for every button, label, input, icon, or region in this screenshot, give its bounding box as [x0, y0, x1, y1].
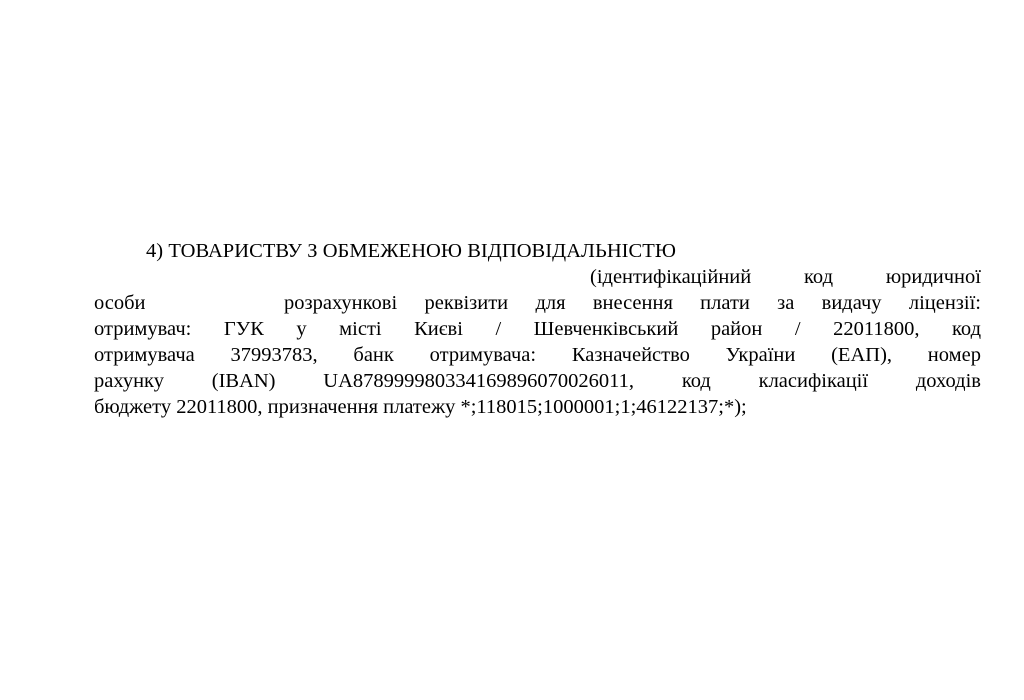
line4-word: України: [725, 344, 796, 366]
line3-word: Шевченківський: [533, 318, 679, 340]
line1-word: юридичної: [885, 266, 981, 288]
line5-word: рахунку: [94, 370, 164, 392]
line3-word: Києві: [414, 318, 463, 340]
line2-left-word: особи: [94, 292, 146, 314]
line4-word: номер: [927, 344, 981, 366]
paragraph-line-3: [94, 316, 981, 342]
line2-word: внесення: [592, 292, 673, 314]
paragraph-line-1: [590, 264, 981, 290]
line5-word: (IBAN): [211, 370, 276, 392]
line3-word: у: [296, 318, 307, 340]
line1-word: (ідентифікаційний: [590, 266, 752, 288]
line3-word: /: [495, 318, 502, 340]
line3-word: ГУК: [223, 318, 264, 340]
line1-word: код: [804, 266, 834, 288]
line3-word: район: [710, 318, 763, 340]
paragraph-line-6: бюджету 22011800, призначення платежу *;118015;1000001;1;46122137;*);: [94, 396, 747, 418]
line5-word: код: [681, 370, 711, 392]
line5-word: UA878999980334169896070026011,: [323, 370, 635, 392]
line2-word: для: [535, 292, 566, 314]
line2-word: плати: [700, 292, 750, 314]
line3-word: /: [794, 318, 801, 340]
line3-word: отримувач:: [94, 318, 192, 340]
line2-word: ліцензії:: [908, 292, 981, 314]
section-heading: 4) ТОВАРИСТВУ З ОБМЕЖЕНОЮ ВІДПОВІДАЛЬНІСТЮ: [146, 240, 676, 262]
line4-word: (ЕАП),: [831, 344, 893, 366]
paragraph-line-4: [94, 342, 981, 368]
line3-word: код: [951, 318, 981, 340]
line4-word: отримувача: [94, 344, 195, 366]
line2-word: реквізити: [424, 292, 509, 314]
line2-word: видачу: [821, 292, 882, 314]
line2-word: за: [777, 292, 795, 314]
line4-word: Казначейство: [571, 344, 690, 366]
line4-word: отримувача:: [429, 344, 537, 366]
line5-word: класифікації: [758, 370, 869, 392]
paragraph-line-5: [94, 368, 981, 394]
line3-word: місті: [339, 318, 382, 340]
line4-word: 37993783,: [230, 344, 318, 366]
line3-word: 22011800,: [833, 318, 920, 340]
line2-word: розрахункові: [284, 292, 398, 314]
line5-word: доходів: [915, 370, 981, 392]
line2-right-part: [284, 290, 981, 316]
line4-word: банк: [353, 344, 394, 366]
